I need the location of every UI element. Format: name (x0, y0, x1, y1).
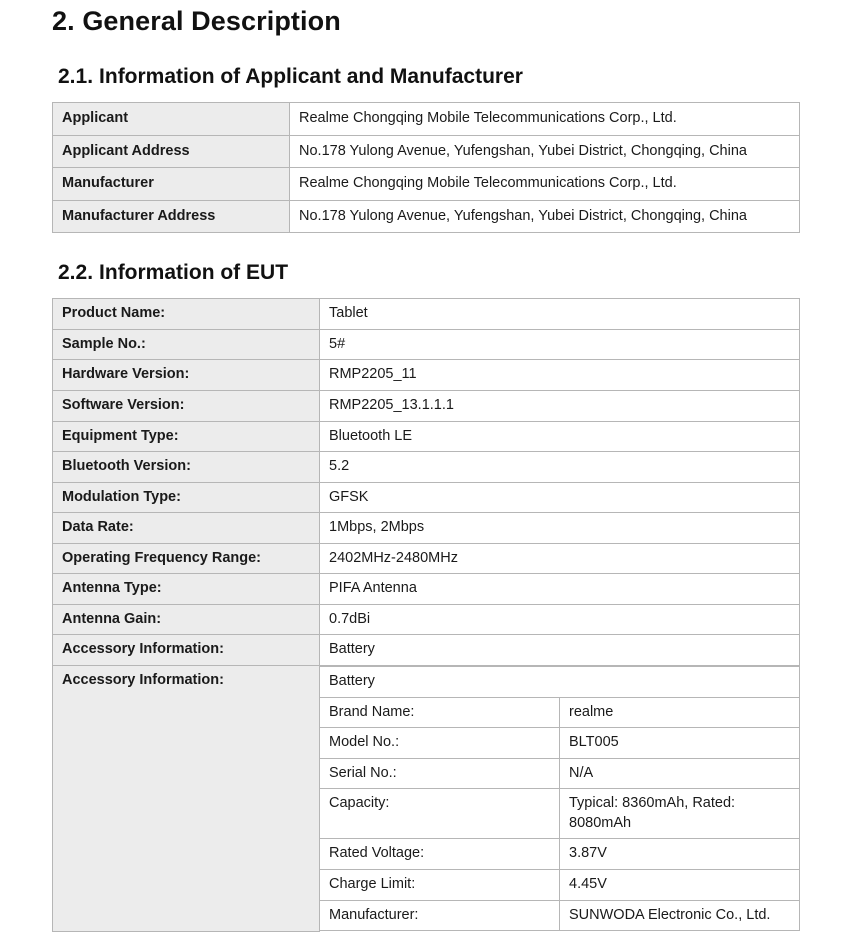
table-row (53, 299, 800, 330)
subsection-heading-2-2 (58, 261, 802, 285)
row-value: Realme Chongqing Mobile Telecommunications Corp., Ltd. (290, 103, 800, 136)
row-value: Realme Chongqing Mobile Telecommunications Corp., Ltd. (290, 168, 800, 201)
table-row (320, 667, 799, 698)
row-value: No.178 Yulong Avenue, Yufengshan, Yubei District, Chongqing, China (290, 135, 800, 168)
subsection-title: Information of Applicant and Manufacturer (99, 65, 523, 88)
accessory-information-row (53, 666, 800, 932)
row-label: Operating Frequency Range: (53, 543, 320, 574)
row-value: RMP2205_13.1.1.1 (320, 390, 800, 421)
row-label: Model No.: (320, 728, 560, 759)
row-label: Bluetooth Version: (53, 452, 320, 483)
table-row (320, 758, 799, 789)
table-row (53, 103, 800, 136)
applicant-manufacturer-table (52, 102, 800, 233)
row-label: Rated Voltage: (320, 839, 560, 870)
row-label: Hardware Version: (53, 360, 320, 391)
document-page (0, 6, 850, 936)
table-row (320, 900, 799, 931)
row-label: Antenna Type: (53, 574, 320, 605)
table-row (53, 574, 800, 605)
row-value: No.178 Yulong Avenue, Yufengshan, Yubei District, Chongqing, China (290, 200, 800, 233)
table-row (53, 360, 800, 391)
row-value: 5.2 (320, 452, 800, 483)
row-label: Accessory Information: (53, 635, 320, 666)
subsection-title: Information of (99, 261, 247, 285)
row-value: 0.7dBi (320, 604, 800, 635)
row-label: Applicant Address (53, 135, 290, 168)
row-label: Modulation Type: (53, 482, 320, 513)
table-row (53, 604, 800, 635)
row-label: Product Name: (53, 299, 320, 330)
row-value: realme (560, 697, 800, 728)
row-value: 1Mbps, 2Mbps (320, 513, 800, 544)
table-row (320, 697, 799, 728)
row-value: 5# (320, 329, 800, 360)
row-label: Manufacturer Address (53, 200, 290, 233)
page-title: 2. General Description (52, 6, 341, 36)
row-value: BLT005 (560, 728, 800, 759)
battery-details-table (320, 666, 800, 931)
row-label: Applicant (53, 103, 290, 136)
table-row (53, 421, 800, 452)
row-value: 3.87V (560, 839, 800, 870)
table-row (53, 200, 800, 233)
row-value: PIFA Antenna (320, 574, 800, 605)
row-value: 2402MHz-2480MHz (320, 543, 800, 574)
row-label: Manufacturer (53, 168, 290, 201)
subsection-title-strong: EUT (246, 261, 289, 285)
row-value: Typical: 8360mAh, Rated: 8080mAh (560, 789, 800, 839)
row-value: SUNWODA Electronic Co., Ltd. (560, 900, 800, 931)
row-label: Software Version: (53, 390, 320, 421)
row-label: Brand Name: (320, 697, 560, 728)
table-row (320, 869, 799, 900)
subsection-number: 2.2. (58, 261, 94, 285)
table-row (53, 482, 800, 513)
table-row (320, 789, 799, 839)
row-label: Charge Limit: (320, 869, 560, 900)
battery-heading: Battery (320, 667, 799, 698)
table-row (53, 135, 800, 168)
table-row (320, 728, 799, 759)
row-value: GFSK (320, 482, 800, 513)
row-label: Antenna Gain: (53, 604, 320, 635)
row-label: Manufacturer: (320, 900, 560, 931)
row-label: Data Rate: (53, 513, 320, 544)
accessory-information-label: Accessory Information: (53, 666, 320, 932)
row-value: Bluetooth LE (320, 421, 800, 452)
row-value: Battery (320, 635, 800, 666)
accessory-details-cell (320, 666, 800, 932)
table-row (53, 543, 800, 574)
table-row (53, 452, 800, 483)
table-row (320, 839, 799, 870)
eut-information-table (52, 298, 800, 931)
row-label: Serial No.: (320, 758, 560, 789)
table-row (53, 635, 800, 666)
row-label: Sample No.: (53, 329, 320, 360)
table-row (53, 168, 800, 201)
table-row (53, 390, 800, 421)
table-row (53, 513, 800, 544)
row-label: Equipment Type: (53, 421, 320, 452)
row-value: 4.45V (560, 869, 800, 900)
subsection-heading-2-1 (58, 65, 802, 89)
row-value: RMP2205_11 (320, 360, 800, 391)
row-label: Capacity: (320, 789, 560, 839)
row-value: N/A (560, 758, 800, 789)
row-value: Tablet (320, 299, 800, 330)
subsection-number: 2.1. (58, 65, 94, 88)
table-row (53, 329, 800, 360)
